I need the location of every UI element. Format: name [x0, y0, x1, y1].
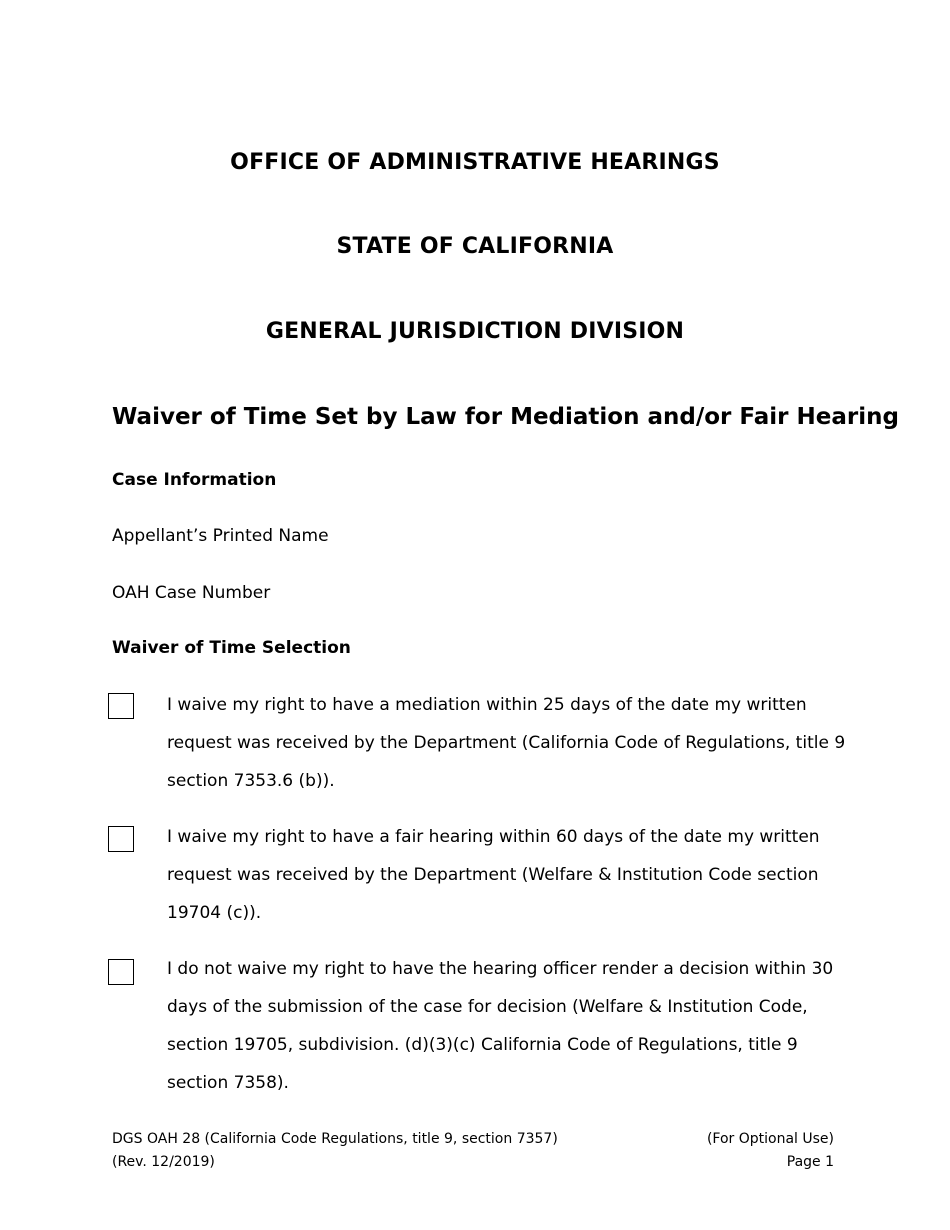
footer-page-number: Page 1: [786, 1154, 834, 1170]
decision-time-checkbox[interactable]: [108, 959, 134, 985]
footer-right: [707, 1128, 834, 1174]
waiver-selection-heading: Waiver of Time Selection: [112, 638, 351, 658]
fair-hearing-waiver-text: I waive my right to have a fair hearing within 60 days of the date my written request was received by the Department (Welfare & Institution Code section 19704 (c)).: [167, 827, 820, 923]
header-office-title: OFFICE OF ADMINISTRATIVE HEARINGS: [230, 150, 720, 175]
decision-time-text: I do not waive my right to have the hearing officer render a decision within 30 days of the submission of the case for decision (Welfare & Institution Code, section 19705, subdivision. (d)(3)(c) California Code of Regulations, title 9 section 7358).: [167, 959, 834, 1093]
form-title: Waiver of Time Set by Law for Mediation and/or Fair Hearing: [112, 404, 899, 430]
footer-revision: (Rev. 12/2019): [112, 1154, 215, 1170]
header-division-title: GENERAL JURISDICTION DIVISION: [265, 319, 685, 344]
footer-usage: (For Optional Use): [706, 1131, 834, 1147]
header-state-title: STATE OF CALIFORNIA: [336, 234, 614, 259]
mediation-waiver-text: I waive my right to have a mediation within 25 days of the date my written request was received by the Department (California Code of Regulations, title 9 section 7353.6 (b)).: [167, 695, 846, 791]
appellant-name-field: Appellant’s Printed Name: [112, 526, 329, 546]
footer-form-id: DGS OAH 28 (California Code Regulations, title 9, section 7357): [112, 1131, 558, 1147]
case-information-heading: Case Information: [112, 470, 277, 490]
fair-hearing-waiver-checkbox[interactable]: [108, 826, 134, 852]
mediation-waiver-checkbox[interactable]: [108, 693, 134, 719]
case-number-field: OAH Case Number: [112, 583, 271, 603]
footer-left: [112, 1128, 558, 1174]
